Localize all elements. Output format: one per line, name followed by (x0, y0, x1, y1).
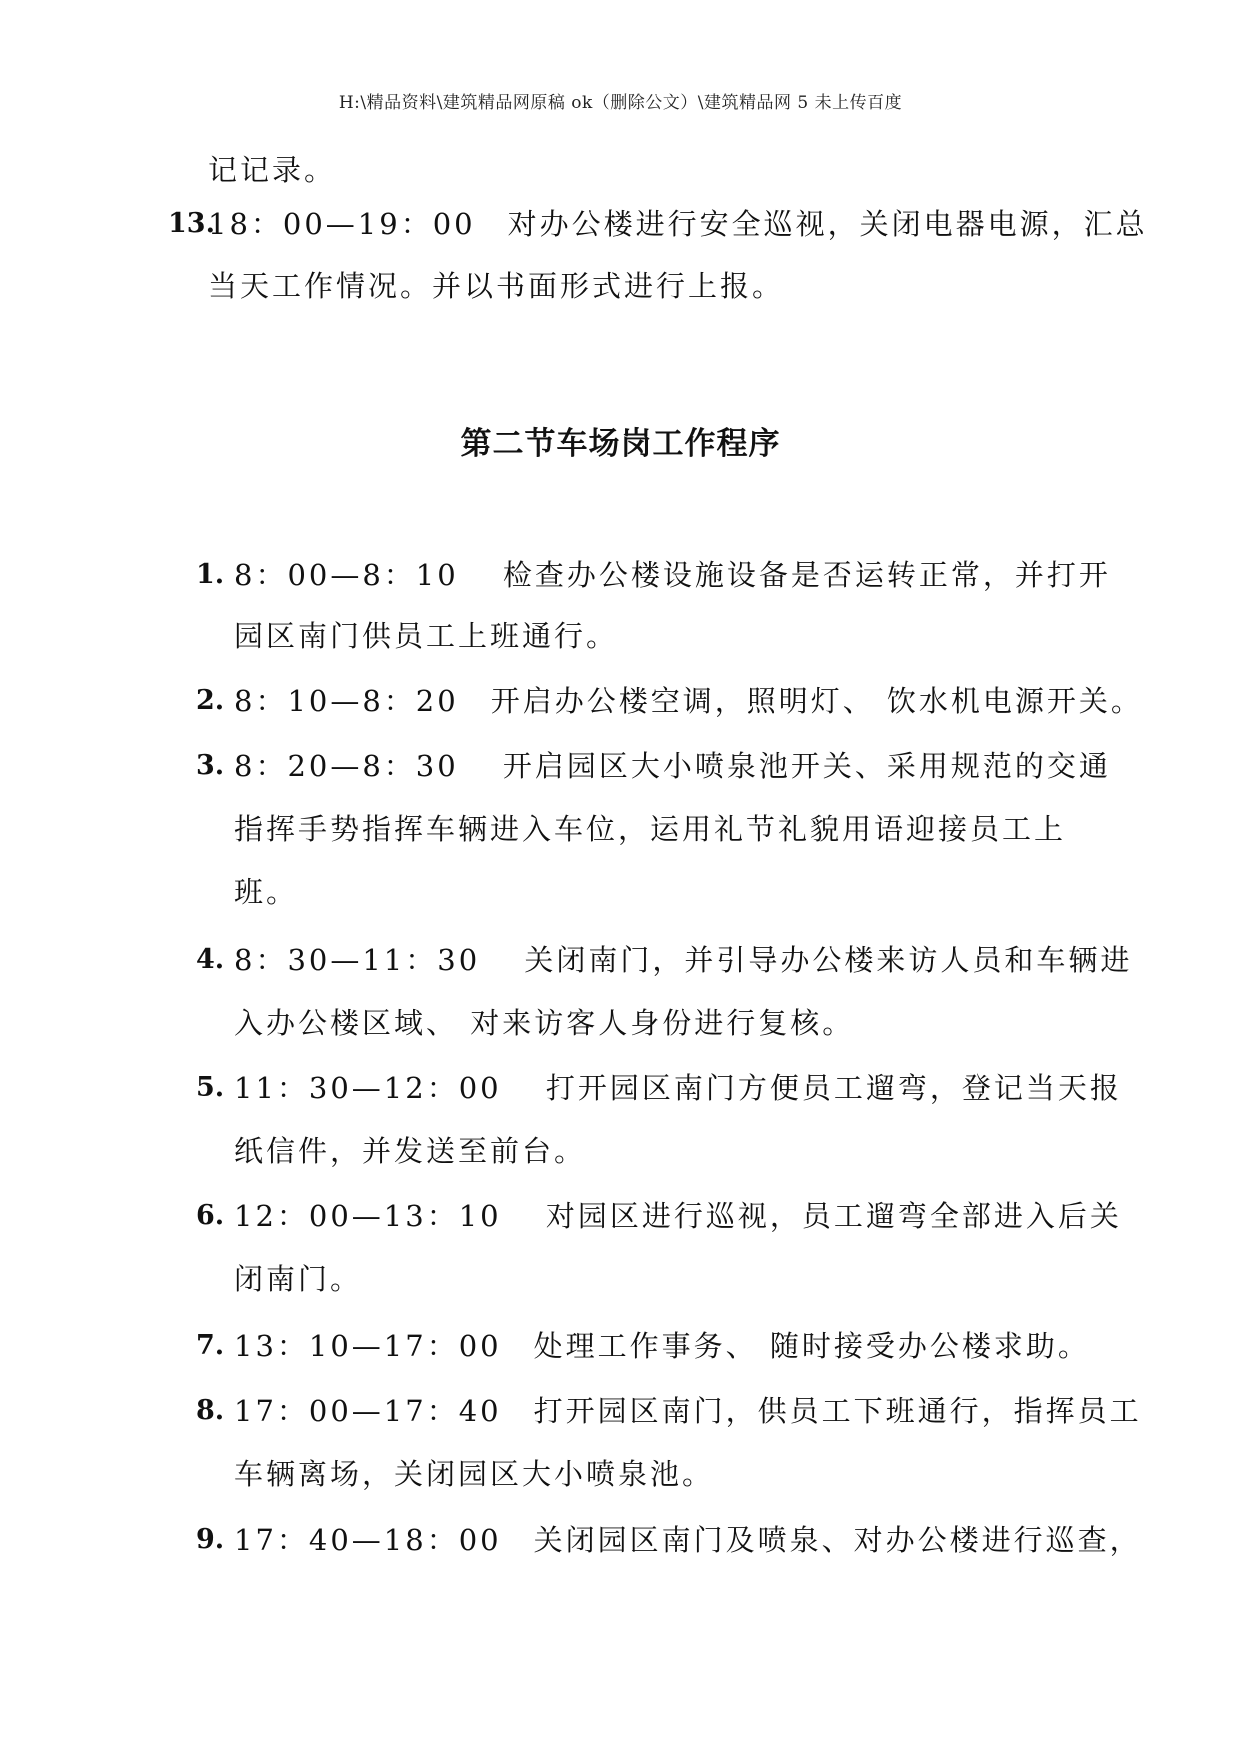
item-number: 7. (196, 1330, 225, 1361)
item-text-line: 17：40—18：00 关闭园区南门及喷泉、对办公楼进行巡查， (234, 1523, 1142, 1557)
item-text-line: 当天工作情况。并以书面形式进行上报。 (208, 269, 785, 303)
section-title: 第二节车场岗工作程序 (460, 426, 781, 462)
item-text-line: 11：30—12：00 打开园区南门方便员工遛弯，登记当天报 (234, 1071, 1122, 1105)
item-text-line: 8：20—8：30 开启园区大小喷泉池开关、采用规范的交通 (234, 749, 1111, 783)
item-text-line: 17：00—17：40 打开园区南门，供员工下班通行，指挥员工 (234, 1394, 1142, 1428)
item-text-line: 园区南门供员工上班通行。 (234, 619, 619, 653)
page-header-path: H:\精品资料\建筑精品网原稿 ok（删除公文）\建筑精品网 5 未上传百度 (338, 93, 903, 113)
item-text-line: 18：00—19：00 对办公楼进行安全巡视，关闭电器电源，汇总 (208, 207, 1148, 241)
item-number: 13. (168, 208, 215, 239)
item-number: 4. (196, 944, 225, 975)
item-number: 5. (196, 1072, 225, 1103)
continuation-text: 记记录。 (208, 153, 337, 187)
item-text-line: 8：10—8：20 开启办公楼空调，照明灯、 饮水机电源开关。 (234, 684, 1143, 718)
item-text-line: 班。 (234, 875, 299, 909)
item-text-line: 入办公楼区域、 对来访客人身份进行复核。 (234, 1006, 855, 1040)
item-text-line: 纸信件，并发送至前台。 (234, 1134, 587, 1168)
item-text-line: 13：10—17：00 处理工作事务、 随时接受办公楼求助。 (234, 1329, 1090, 1363)
item-number: 9. (196, 1524, 225, 1555)
item-text-line: 闭南门。 (234, 1262, 363, 1296)
item-number: 8. (196, 1395, 225, 1426)
item-number: 1. (196, 559, 225, 590)
item-number: 2. (196, 685, 225, 716)
item-text-line: 8：00—8：10 检查办公楼设施设备是否运转正常，并打开 (234, 558, 1111, 592)
item-text-line: 12：00—13：10 对园区进行巡视，员工遛弯全部进入后关 (234, 1199, 1122, 1233)
item-text-line: 车辆离场，关闭园区大小喷泉池。 (234, 1457, 715, 1491)
item-number: 6. (196, 1200, 225, 1231)
item-text-line: 指挥手势指挥车辆进入车位，运用礼节礼貌用语迎接员工上 (234, 812, 1067, 846)
item-text-line: 8：30—11：30 关闭南门，并引导办公楼来访人员和车辆进 (234, 943, 1133, 977)
item-number: 3. (196, 750, 225, 781)
